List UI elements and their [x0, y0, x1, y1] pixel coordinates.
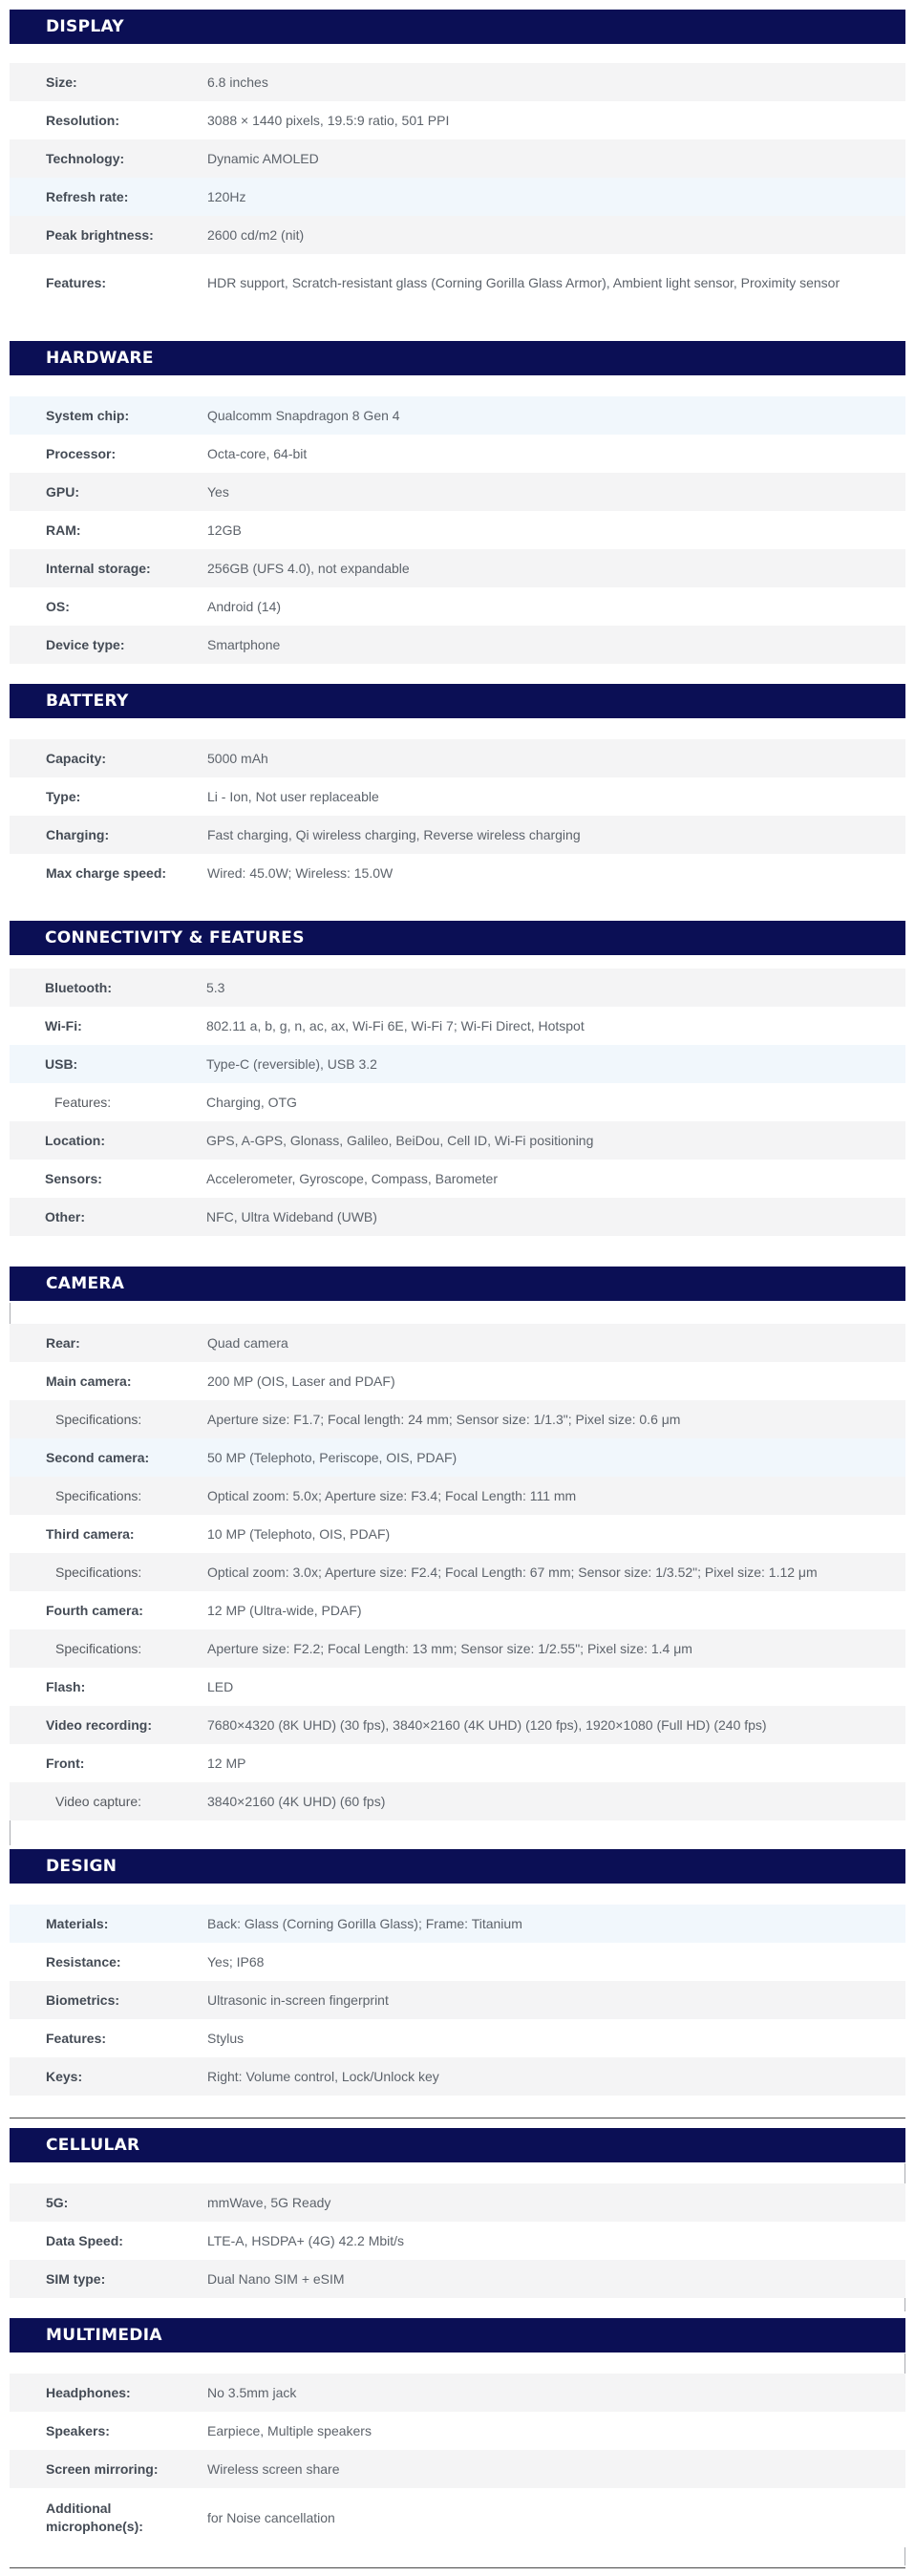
- spec-row-speakers: [10, 2412, 905, 2450]
- multimedia-rows: [10, 2374, 905, 2547]
- spec-value: No 3.5mm jack: [207, 2384, 297, 2400]
- spec-row-5g: [10, 2183, 905, 2222]
- spec-label: Refresh rate:: [46, 188, 129, 204]
- spec-row-gpu: [10, 473, 905, 511]
- spec-label: Technology:: [46, 150, 125, 166]
- spec-row-usb-features: [10, 1083, 905, 1121]
- spec-label: 5G:: [46, 2194, 69, 2210]
- section-cellular: [10, 2128, 905, 2287]
- spec-label: Third camera:: [46, 1525, 135, 1542]
- section-connectivity: [10, 921, 905, 1224]
- spec-row-resolution: [10, 101, 905, 139]
- spec-label: Features:: [46, 2030, 107, 2046]
- spec-label: Materials:: [46, 1915, 109, 1931]
- spec-value: Optical zoom: 3.0x; Aperture size: F2.4; Focal Length: 67 mm; Sensor size: 1/3.52"; Pixel size: 1.12 μm: [207, 1564, 818, 1580]
- spec-row-additional-microphones: [10, 2488, 905, 2547]
- spec-value: Back: Glass (Corning Gorilla Glass); Frame: Titanium: [207, 1915, 522, 1931]
- spec-row-peak-brightness: [10, 216, 905, 254]
- section-multimedia: [10, 2318, 905, 2534]
- spec-row-technology: [10, 139, 905, 178]
- spec-row-sim-type: [10, 2260, 905, 2298]
- spec-value: 6.8 inches: [207, 74, 268, 90]
- spec-value: Aperture size: F2.2; Focal Length: 13 mm; Sensor size: 1/2.55"; Pixel size: 1.4 μm: [207, 1640, 692, 1656]
- battery-rows: [10, 739, 905, 892]
- spec-row-main-specs: [10, 1400, 905, 1438]
- design-rows: [10, 1905, 905, 2096]
- spec-row-fourth-specs: [10, 1629, 905, 1668]
- section-header-camera: CAMERA: [10, 1267, 905, 1301]
- spec-row-size: [10, 63, 905, 101]
- spec-row-capacity: [10, 739, 905, 777]
- spec-label: Resistance:: [46, 1953, 121, 1969]
- spec-value: 5000 mAh: [207, 750, 268, 766]
- spec-value: Optical zoom: 5.0x; Aperture size: F3.4; Focal Length: 111 mm: [207, 1487, 577, 1503]
- spec-row-second-camera: [10, 1438, 905, 1477]
- spec-row-ram: [10, 511, 905, 549]
- spec-row-third-camera: [10, 1515, 905, 1553]
- spec-value: Octa-core, 64-bit: [207, 445, 308, 461]
- spec-row-main-camera: [10, 1362, 905, 1400]
- spec-label: Sensors:: [45, 1170, 102, 1186]
- spec-label: Video capture:: [55, 1793, 142, 1809]
- spec-value: Wired: 45.0W; Wireless: 15.0W: [207, 864, 394, 881]
- spec-row-os: [10, 587, 905, 626]
- spec-row-device-type: [10, 626, 905, 664]
- spec-value: 12 MP: [207, 1755, 246, 1771]
- spec-label: Headphones:: [46, 2384, 131, 2400]
- connectivity-rows: [10, 969, 905, 1236]
- spec-label: Second camera:: [46, 1449, 150, 1465]
- spec-value: Ultrasonic in-screen fingerprint: [207, 1991, 389, 2008]
- spec-value: for Noise cancellation: [207, 2509, 335, 2525]
- spec-row-second-specs: [10, 1477, 905, 1515]
- spec-label: Keys:: [46, 2068, 83, 2084]
- spec-label: Bluetooth:: [45, 979, 112, 995]
- spec-value: Dual Nano SIM + eSIM: [207, 2270, 345, 2287]
- spec-label: GPU:: [46, 483, 79, 500]
- spec-value: Fast charging, Qi wireless charging, Reverse wireless charging: [207, 826, 581, 842]
- spec-value: mmWave, 5G Ready: [207, 2194, 331, 2210]
- spec-label: Features:: [54, 1094, 112, 1110]
- spec-label: Front:: [46, 1755, 85, 1771]
- spec-value: Li - Ion, Not user replaceable: [207, 788, 379, 804]
- hardware-rows: [10, 396, 905, 664]
- spec-row-materials: [10, 1905, 905, 1943]
- spec-label: Capacity:: [46, 750, 107, 766]
- spec-row-max-charge-speed: [10, 854, 905, 892]
- spec-label: Size:: [46, 74, 77, 90]
- spec-label: Additional microphone(s):: [46, 2501, 143, 2534]
- spec-value: Yes; IP68: [207, 1953, 265, 1969]
- spec-row-biometrics: [10, 1981, 905, 2019]
- spec-row-wifi: [10, 1007, 905, 1045]
- spec-value: Accelerometer, Gyroscope, Compass, Barometer: [206, 1170, 499, 1186]
- spec-row-fourth-camera: [10, 1591, 905, 1629]
- section-header-display: DISPLAY: [10, 10, 905, 44]
- spec-row-flash: [10, 1668, 905, 1706]
- spec-value: 12GB: [207, 522, 242, 538]
- spec-row-screen-mirroring: [10, 2450, 905, 2488]
- spec-label: Specifications:: [55, 1411, 142, 1427]
- spec-label: Specifications:: [55, 1564, 142, 1580]
- spec-row-system-chip: [10, 396, 905, 435]
- spec-label: RAM:: [46, 522, 81, 538]
- section-display: [10, 10, 905, 290]
- spec-row-third-specs: [10, 1553, 905, 1591]
- spec-value: 50 MP (Telephoto, Periscope, OIS, PDAF): [207, 1449, 458, 1465]
- spec-value: 10 MP (Telephoto, OIS, PDAF): [207, 1525, 391, 1542]
- spec-value: 120Hz: [207, 188, 246, 204]
- spec-value: Stylus: [207, 2030, 245, 2046]
- spec-value: NFC, Ultra Wideband (UWB): [206, 1208, 377, 1224]
- spec-label: Rear:: [46, 1334, 80, 1351]
- spec-value: Wireless screen share: [207, 2460, 340, 2477]
- spec-label: Location:: [45, 1132, 105, 1148]
- spec-label: USB:: [45, 1055, 78, 1072]
- spec-row-design-features: [10, 2019, 905, 2057]
- spec-value: 802.11 a, b, g, n, ac, ax, Wi-Fi 6E, Wi-Fi 7; Wi-Fi Direct, Hotspot: [206, 1017, 585, 1033]
- spec-value: 3840×2160 (4K UHD) (60 fps): [207, 1793, 386, 1809]
- spec-value: Earpiece, Multiple speakers: [207, 2422, 372, 2438]
- spec-row-sensors: [10, 1160, 905, 1198]
- spec-row-rear: [10, 1324, 905, 1362]
- section-design: [10, 1849, 905, 2084]
- spec-row-video-recording: [10, 1706, 905, 1744]
- spec-label: SIM type:: [46, 2270, 106, 2287]
- spec-label: Wi-Fi:: [45, 1017, 82, 1033]
- section-header-battery: BATTERY: [10, 684, 905, 718]
- spec-label: Peak brightness:: [46, 226, 154, 243]
- spec-value: Quad camera: [207, 1334, 288, 1351]
- spec-row-keys: [10, 2057, 905, 2096]
- spec-label: Main camera:: [46, 1373, 132, 1389]
- spec-value: LED: [207, 1678, 234, 1694]
- page-bottom-divider: [10, 2567, 905, 2568]
- spec-row-charging: [10, 816, 905, 854]
- spec-label: Fourth camera:: [46, 1602, 143, 1618]
- spec-label: Video recording:: [46, 1716, 152, 1733]
- spec-label: Max charge speed:: [46, 864, 167, 881]
- spec-value: LTE-A, HSDPA+ (4G) 42.2 Mbit/s: [207, 2232, 405, 2248]
- section-camera: [10, 1267, 905, 1809]
- section-hardware: [10, 341, 905, 652]
- spec-label: Specifications:: [55, 1640, 142, 1656]
- spec-row-refresh-rate: [10, 178, 905, 216]
- spec-value: 7680×4320 (8K UHD) (30 fps), 3840×2160 (4K UHD) (120 fps), 1920×1080 (Full HD) (240 fps): [207, 1716, 767, 1733]
- spec-row-other: [10, 1198, 905, 1236]
- spec-label: Device type:: [46, 636, 125, 652]
- spec-value: Dynamic AMOLED: [207, 150, 319, 166]
- spec-row-data-speed: [10, 2222, 905, 2260]
- spec-value: 200 MP (OIS, Laser and PDAF): [207, 1373, 395, 1389]
- spec-row-features: [10, 254, 905, 311]
- spec-label: Screen mirroring:: [46, 2460, 159, 2477]
- spec-value: Right: Volume control, Lock/Unlock key: [207, 2068, 439, 2084]
- spec-label: Data Speed:: [46, 2232, 123, 2248]
- spec-row-resistance: [10, 1943, 905, 1981]
- spec-value: 5.3: [206, 979, 225, 995]
- spec-row-processor: [10, 435, 905, 473]
- spec-row-bluetooth: [10, 969, 905, 1007]
- spec-value: Yes: [207, 483, 229, 500]
- spec-label: Type:: [46, 788, 81, 804]
- cellular-rows: [10, 2183, 905, 2298]
- section-battery: [10, 684, 905, 881]
- spec-value: HDR support, Scratch-resistant glass (Corning Gorilla Glass Armor), Ambient light sensor, Proximity sensor: [207, 274, 841, 290]
- spec-value: 3088 × 1440 pixels, 19.5:9 ratio, 501 PPI: [207, 112, 450, 128]
- spec-value: Aperture size: F1.7; Focal length: 24 mm; Sensor size: 1/1.3"; Pixel size: 0.6 μm: [207, 1411, 681, 1427]
- spec-row-headphones: [10, 2374, 905, 2412]
- spec-value: GPS, A-GPS, Glonass, Galileo, BeiDou, Cell ID, Wi-Fi positioning: [206, 1132, 594, 1148]
- spec-value: 2600 cd/m2 (nit): [207, 226, 305, 243]
- spec-label: Specifications:: [55, 1487, 142, 1503]
- section-header-design: DESIGN: [10, 1849, 905, 1884]
- spec-value: Charging, OTG: [206, 1094, 297, 1110]
- spec-row-front: [10, 1744, 905, 1782]
- spec-label: Processor:: [46, 445, 117, 461]
- spec-label: Internal storage:: [46, 560, 151, 576]
- spec-value: 256GB (UFS 4.0), not expandable: [207, 560, 410, 576]
- display-rows: [10, 63, 905, 311]
- spec-row-location: [10, 1121, 905, 1160]
- spec-value: Qualcomm Snapdragon 8 Gen 4: [207, 407, 400, 423]
- spec-label: Features:: [46, 274, 107, 290]
- spec-label: OS:: [46, 598, 70, 614]
- spec-value: Smartphone: [207, 636, 281, 652]
- spec-label: Charging:: [46, 826, 110, 842]
- spec-row-internal-storage: [10, 549, 905, 587]
- spec-value: Type-C (reversible), USB 3.2: [206, 1055, 377, 1072]
- spec-value: Android (14): [207, 598, 282, 614]
- spec-label: Biometrics:: [46, 1991, 120, 2008]
- spec-label: Flash:: [46, 1678, 86, 1694]
- section-header-hardware: HARDWARE: [10, 341, 905, 375]
- camera-rows: [10, 1324, 905, 1820]
- spec-row-type: [10, 777, 905, 816]
- spec-row-video-capture: [10, 1782, 905, 1820]
- spec-label: Resolution:: [46, 112, 119, 128]
- spec-label: System chip:: [46, 407, 130, 423]
- section-header-multimedia: MULTIMEDIA: [10, 2318, 905, 2352]
- section-header-connectivity: CONNECTIVITY & FEATURES: [10, 921, 905, 955]
- spec-label: Other:: [45, 1208, 85, 1224]
- spec-row-usb: [10, 1045, 905, 1083]
- spec-label: Speakers:: [46, 2422, 110, 2438]
- spec-value: 12 MP (Ultra-wide, PDAF): [207, 1602, 362, 1618]
- section-header-cellular: CELLULAR: [10, 2128, 905, 2162]
